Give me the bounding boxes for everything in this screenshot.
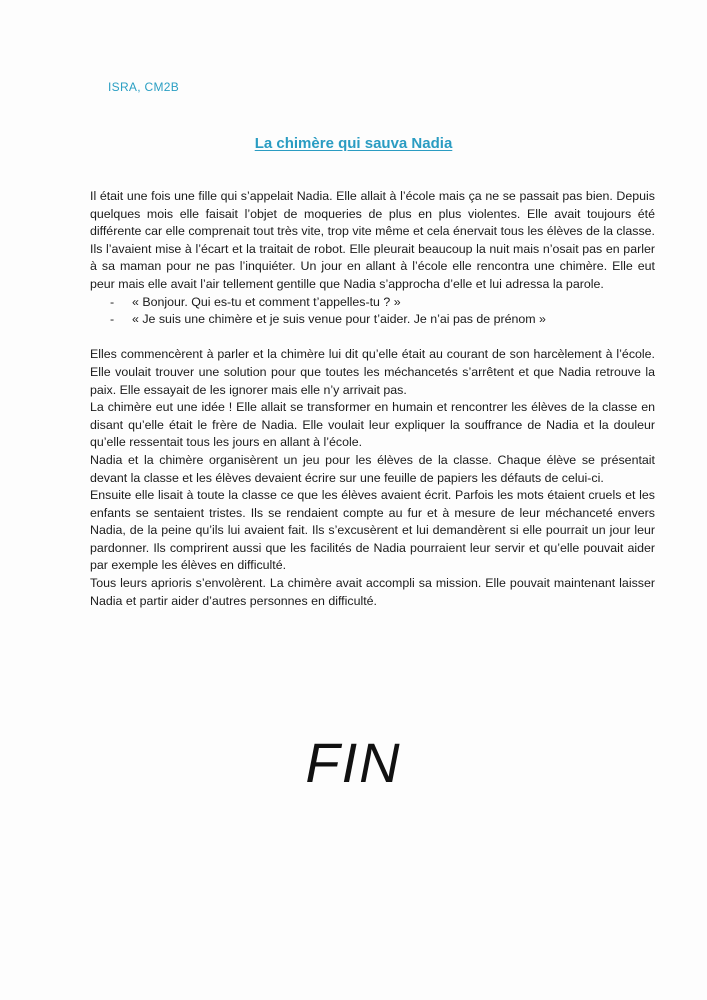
dialogue-dash: - <box>110 294 115 309</box>
paragraph-reading: Ensuite elle lisait à toute la classe ce que les élèves avaient écrit. Parfois les mots étaient cruels et les enfants se sentaient tristes. Ils se rendaient compte au fur et à mesure de leur méchanceté envers Nadia, de la peine qu’ils lui avaient fait. Ils s’excusèrent et lui demandèrent si elle pourrait un jour leur pardonner. Ils comprirent aussi que les facilités de Nadia pourraient leur servir et qu’elle pouvait aider par exemple les élèves en difficulté. <box>90 488 655 573</box>
paragraph-conversation: Elles commencèrent à parler et la chimère lui dit qu’elle était au courant de son harcèlement à l’école. Elle voulait trouver une solution pour que toutes les méchancetés s’arrêtent et que Nadia retrouve la paix. Elle essayait de les ignorer mais elle n’y arrivait pas. <box>90 347 655 397</box>
paragraph-intro: Il était une fois une fille qui s’appelait Nadia. Elle allait à l’école mais ça ne se passait pas bien. Depuis quelques mois elle faisait l’objet de moqueries de plus en plus violentes. Elle avait toujours été différente car elle comprenait tout très vite, trop vite même et cela énervait tous les élèves de la classe. Ils l’avaient mise à l’écart et la traitait de robot. Elle pleurait beaucoup la nuit mais n’osait pas en parler à sa maman pour ne pas l’inquiéter. Un jour en allant à l’école elle rencontra une chimère. Elle eut peur mais elle avait l’air tellement gentille que Nadia s’approcha d’elle et lui adressa la parole. <box>90 189 655 291</box>
dialogue-text: « Je suis une chimère et je suis venue pour t’aider. Je n’ai pas de prénom » <box>132 312 546 327</box>
dialogue-line <box>90 311 655 329</box>
story-title: La chimère qui sauva Nadia <box>254 135 453 152</box>
dialogue-line <box>90 294 655 312</box>
dialogue-text: « Bonjour. Qui es-tu et comment t’appelles-tu ? » <box>132 294 401 309</box>
paragraph-idea: La chimère eut une idée ! Elle allait se transformer en humain et rencontrer les élèves de la classe en disant qu’elle était le frère de Nadia. Elle voulait leur expliquer la souffrance de Nadia et la douleur qu’elle ressentait tous les jours en allant à l’école. <box>90 400 655 450</box>
story-body <box>90 188 655 610</box>
paragraph-gap <box>90 329 655 347</box>
paragraph-conclusion: Tous leurs aprioris s’envolèrent. La chimère avait accompli sa mission. Elle pouvait maintenant laisser Nadia et partir aider d’autres personnes en difficulté. <box>90 576 655 608</box>
show-through-text <box>650 8 705 63</box>
dialogue-list <box>90 294 655 329</box>
ending-text: FIN <box>305 731 402 794</box>
author-class-label: ISRA, CM2B <box>108 80 180 94</box>
paragraph-game: Nadia et la chimère organisèrent un jeu pour les élèves de la classe. Chaque élève se présentait devant la classe et les élèves devaient écrire sur une feuille de papiers les défauts de celui-ci. <box>90 452 655 485</box>
dialogue-dash: - <box>110 312 115 327</box>
